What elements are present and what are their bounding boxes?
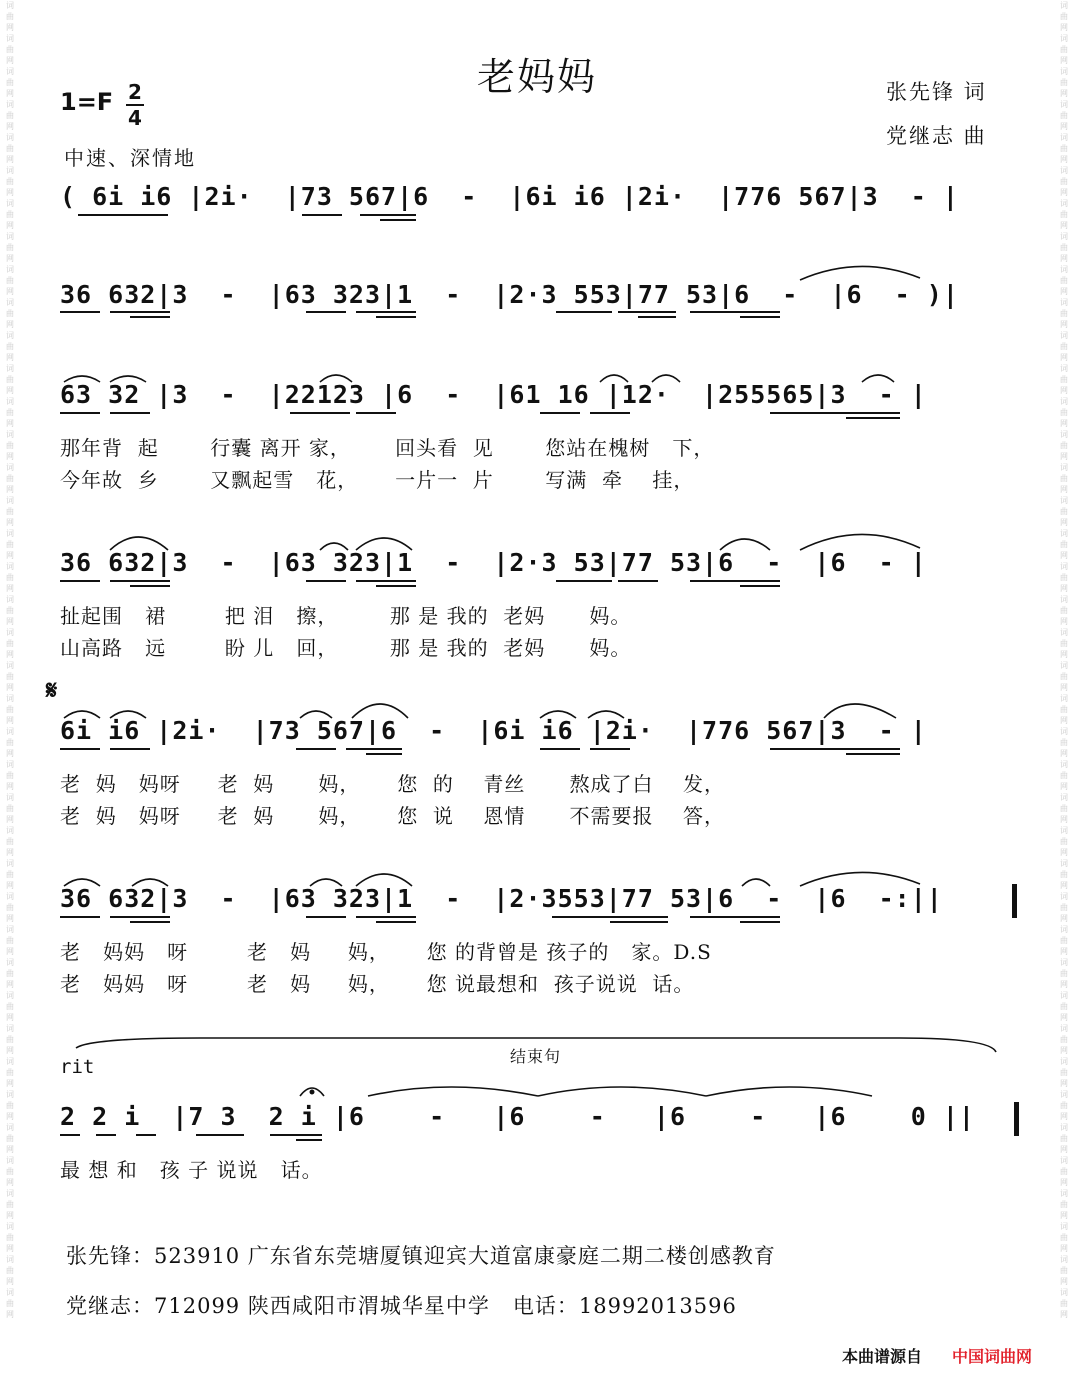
notation-row-2: 36 632|3 - |63 323|1 - |2·3 553|77 53|6 - |6 - )|: [60, 280, 959, 309]
notation-row-1: ( 6i i6 |2i· |73 567|6 - |6i i6 |2i· |776 567|3 - |: [60, 182, 959, 211]
lyric-row-3-verse-1: 那年背 起 行囊 离开 家， 回头看 见 您站在槐树 下，: [60, 436, 715, 460]
lyric-row-4-verse-2: 山高路 远 盼 儿 回， 那 是 我的 老妈 妈。: [60, 636, 632, 660]
lyric-row-5-verse-1: 老 妈 妈呀 老 妈 妈， 您 的 青丝 熬成了白 发，: [60, 772, 725, 796]
notation-row-coda: 2 2 i |7 3 2 i |6 - |6 - |6 - |6 0 ||: [60, 1102, 975, 1131]
time-denominator: 4: [128, 106, 142, 130]
lyric-row-coda: 最 想 和 孩 子 说说 话。: [60, 1158, 323, 1182]
key-signature: 1=F: [60, 88, 114, 116]
ritardando-marking: rit: [60, 1056, 95, 1078]
watermark-strip-right: 词曲网词曲网词曲网词曲网词曲网词曲网词曲网词曲网词曲网词曲网词曲网词曲网词曲网词曲网词曲网词曲网词曲网词曲网词曲网词曲网词曲网词曲网词曲网词曲网词曲网词曲网词曲网词曲网词曲网词曲网词曲网词曲网词曲网词曲网词曲网词曲网词曲网词曲网词曲网词曲网: [1060, 1, 1068, 1319]
notation-row-3: 63 32 |3 - |22123 |6 - |61 16 |12· |255565|3 - |: [60, 380, 927, 409]
song-title: 老妈妈: [476, 55, 597, 99]
lyric-row-6-verse-2: 老 妈妈 呀 老 妈 妈， 您 说最想和 孩子说说 话。: [60, 972, 695, 996]
composer-credit: 党继志 曲: [886, 124, 987, 148]
lyric-row-3-verse-2: 今年故 乡 又飘起雪 花， 一片一 片 写满 牵 挂，: [60, 468, 695, 492]
watermark-strip-left: 词曲网词曲网词曲网词曲网词曲网词曲网词曲网词曲网词曲网词曲网词曲网词曲网词曲网词曲网词曲网词曲网词曲网词曲网词曲网词曲网词曲网词曲网词曲网词曲网词曲网词曲网词曲网词曲网词曲网词曲网词曲网词曲网词曲网词曲网词曲网词曲网词曲网词曲网词曲网词曲网: [6, 1, 14, 1319]
lyric-row-4-verse-1: 扯起围 裙 把 泪 擦， 那 是 我的 老妈 妈。: [60, 604, 632, 628]
lyric-row-6-verse-1: 老 妈妈 呀 老 妈 妈， 您 的背曾是 孩子的 家。D.S: [60, 940, 712, 964]
time-numerator: 2: [128, 80, 142, 104]
footer-source-label: 本曲谱源自: [842, 1347, 923, 1366]
lyricist-credit: 张先锋 词: [886, 80, 987, 104]
footer-site-link[interactable]: 中国词曲网: [952, 1347, 1033, 1366]
tempo-marking: 中速、深情地: [64, 146, 196, 170]
lyric-row-5-verse-2: 老 妈 妈呀 老 妈 妈， 您 说 恩情 不需要报 答，: [60, 804, 725, 828]
coda-label: 结束句: [510, 1047, 562, 1066]
notation-row-5: 6i i6 |2i· |73 567|6 - |6i i6 |2i· |776 567|3 - |: [60, 716, 927, 745]
segno-sign: 𝄋: [46, 676, 58, 706]
lyricist-address: 张先锋：523910 广东省东莞塘厦镇迎宾大道富康豪庭二期二楼创感教育: [66, 1244, 776, 1268]
composer-address: 党继志：712099 陕西咸阳市渭城华星中学 电话：18992013596: [66, 1294, 737, 1318]
notation-row-4: 36 632|3 - |63 323|1 - |2·3 53|77 53|6 - |6 - |: [60, 548, 927, 577]
notation-row-6: 36 632|3 - |63 323|1 - |2·3553|77 53|6 - |6 -:||: [60, 884, 943, 913]
